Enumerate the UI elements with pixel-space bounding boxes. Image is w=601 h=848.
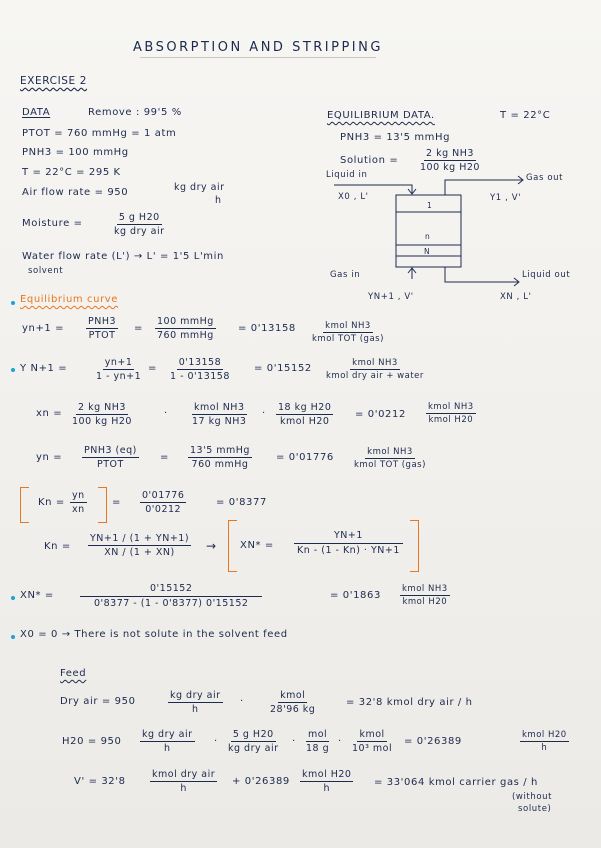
h2o-f1-den: h [163, 743, 171, 754]
h2o-f1-num: kg dry air [142, 729, 193, 740]
XN-val-lhs: XN* = [20, 590, 54, 601]
dot-operator: · [240, 696, 244, 707]
XN-val-unit-num: kmol NH3 [402, 584, 448, 594]
xn-f3-num: 18 kg H20 [278, 402, 332, 413]
Yn1-lhs: Y N+1 = [20, 363, 68, 374]
diagram-y1: Y1 , V' [490, 193, 522, 203]
equals: = [112, 497, 121, 508]
moisture-den: kg dry air [114, 226, 165, 237]
XN-val-den: 0'8377 - (1 - 0'8377) 0'15152 [93, 598, 249, 609]
v-f2-num: kmol H20 [302, 769, 352, 780]
yn1-f2-num: 100 mmHg [157, 316, 214, 327]
h2o-fraction-1 [140, 729, 195, 754]
yn-unit [352, 447, 428, 470]
h2o-result: = 0'26389 [404, 736, 462, 747]
h2o-f4-den: 10³ mol [352, 743, 393, 754]
xn-fraction-2 [190, 402, 248, 427]
dry-air-lhs: Dry air = 950 [60, 696, 136, 707]
h2o-unit [520, 730, 569, 753]
data-water-flow: Water flow rate (L') → L' = 1'5 L'min [22, 251, 224, 262]
Kn-fraction-2 [140, 490, 186, 515]
page-title: ABSORPTION AND STRIPPING [133, 40, 383, 55]
diagram-gas-out: Gas out [526, 173, 564, 183]
bullet [11, 301, 15, 305]
yn1-result: = 0'13158 [238, 323, 296, 334]
v-note-2: solute) [518, 804, 552, 814]
yn-f2-num: 13'5 mmHg [190, 445, 250, 456]
XN-fraction [294, 530, 403, 556]
yn1-unit-den: kmol TOT (gas) [312, 334, 384, 344]
v-f2-den: h [323, 783, 330, 794]
data-heading: DATA [22, 107, 51, 118]
data-temp: T = 22°C = 295 K [22, 167, 121, 178]
Yn1-f2-num: 0'13158 [178, 357, 222, 368]
yn1-f1-den: PTOT [88, 330, 116, 341]
yn1-f1-num: PNH3 [88, 316, 117, 327]
Yn1-fraction-1 [94, 357, 143, 382]
XN-den: Kn - (1 - Kn) · YN+1 [297, 545, 400, 556]
dry-f1-den: h [191, 704, 199, 715]
bullet [11, 635, 15, 639]
yn-unit-num: kmol NH3 [367, 447, 413, 457]
diagram-stage-n: n [425, 232, 431, 241]
dot-operator: · [338, 736, 342, 747]
solution-num: 2 kg NH3 [426, 148, 474, 159]
bullet [11, 368, 15, 372]
dry-f1-num: kg dry air [170, 690, 221, 701]
bullet [11, 596, 15, 600]
diagram-gas-in: Gas in [330, 270, 361, 280]
data-remove: Remove : 99'5 % [88, 107, 182, 118]
Yn1-unit-num: kmol NH3 [352, 358, 398, 368]
XN-val-result: = 0'1863 [330, 590, 381, 601]
diagram-liquid-out: Liquid out [522, 270, 571, 280]
data-moisture: Moisture = [22, 218, 83, 229]
h2o-unit-den: h [541, 743, 548, 753]
liquid-out-arrow [445, 267, 518, 282]
curve-heading-text: Equilibrium curve [20, 294, 119, 305]
xn-unit-num: kmol NH3 [428, 402, 474, 412]
Yn1-f1-num: yn+1 [104, 357, 133, 368]
equilibrium-pnh3: PNH3 = 13'5 mmHg [340, 132, 451, 143]
h2o-f4-num: kmol [359, 729, 385, 740]
v-plus: + 0'26389 [232, 776, 290, 787]
yn-fraction-1 [82, 445, 139, 470]
diagram-xn: XN , L' [500, 292, 532, 302]
Kn-result: = 0'8377 [216, 497, 267, 508]
xn-f2-num: kmol NH3 [193, 402, 245, 413]
dot-operator: · [214, 736, 218, 747]
Kn-f1-num: yn [72, 490, 85, 501]
h2o-f2-den: kg dry air [228, 743, 279, 754]
Kn-fraction-1 [70, 490, 87, 515]
yn-lhs: yn = [36, 452, 63, 463]
dot-operator: · [292, 736, 296, 747]
yn1-f2-den: 760 mmHg [157, 330, 214, 341]
yn1-lhs: yn+1 = [22, 323, 65, 334]
yn-fraction-2 [188, 445, 252, 470]
data-ptot: PTOT = 760 mmHg = 1 atm [22, 128, 177, 139]
equilibrium-heading-text: EQUILIBRIUM DATA. [327, 110, 435, 121]
data-solvent: solvent [28, 266, 64, 276]
feed-heading [60, 668, 86, 679]
h2o-unit-num: kmol H20 [522, 730, 567, 740]
xn-f2-den: 17 kg NH3 [192, 416, 247, 427]
xn-result: = 0'0212 [355, 409, 406, 420]
yn-f1-num: PNH3 (eq) [84, 445, 137, 456]
h2o-lhs: H20 = 950 [62, 736, 122, 747]
XN-val-num: 0'15152 [80, 583, 262, 597]
Kn-f2-den: 0'0212 [145, 504, 182, 515]
orange-bracket-left [228, 520, 237, 572]
Yn1-unit [324, 358, 426, 381]
v-fraction-1 [150, 769, 217, 794]
equals: = [134, 323, 143, 334]
xn-f1-num: 2 kg NH3 [78, 402, 126, 413]
equals: = [148, 363, 157, 374]
yn-f2-den: 760 mmHg [191, 459, 249, 470]
xn-unit-den: kmol H20 [428, 415, 474, 425]
Kn-f1-den: xn [72, 504, 85, 515]
equals: = [160, 452, 169, 463]
Yn1-result: = 0'15152 [254, 363, 312, 374]
h2o-f2-num: 5 g H20 [232, 729, 274, 740]
diagram-stage-1: 1 [427, 201, 433, 210]
v-note-1: (without [512, 792, 553, 802]
Kn2-num: YN+1 / (1 + YN+1) [90, 533, 190, 544]
moisture-num: 5 g H20 [118, 212, 160, 223]
yn-f1-den: PTOT [97, 459, 124, 470]
exercise-label: EXERCISE 2 [20, 75, 87, 87]
XN-val-unit [400, 584, 450, 607]
data-pnh3: PNH3 = 100 mmHg [22, 147, 129, 158]
v-result: = 33'064 kmol carrier gas / h [374, 777, 538, 788]
yn1-fraction-1 [86, 316, 118, 341]
XN-num: YN+1 [294, 530, 403, 544]
v-lhs: V' = 32'8 [74, 776, 126, 787]
dot-operator: · [164, 408, 168, 419]
Yn1-f1-den: 1 - yn+1 [96, 371, 142, 382]
Yn1-unit-den: kmol dry air + water [326, 371, 424, 381]
dot-operator: · [262, 408, 266, 419]
diagram-liquid-in: Liquid in [326, 170, 368, 180]
diagram-x0: X0 , L' [338, 192, 369, 202]
x0-statement: X0 = 0 → There is not solute in the solvent feed [20, 629, 288, 640]
xn-f3-den: kmol H20 [279, 416, 330, 427]
air-flow-unit-den: h [214, 195, 222, 206]
equilibrium-temp: T = 22°C [500, 110, 551, 121]
Kn-f2-num: 0'01776 [142, 490, 185, 501]
dry-air-fraction-1 [168, 690, 223, 715]
diagram-stage-N: N [424, 247, 431, 256]
h2o-f3-den: 18 g [306, 743, 330, 754]
curve-heading [20, 294, 118, 305]
xn-f1-den: 100 kg H20 [72, 416, 132, 427]
orange-bracket-right [410, 520, 419, 572]
h2o-fraction-2 [226, 729, 281, 754]
v-f1-den: h [180, 783, 187, 794]
data-air-flow: Air flow rate = 950 [22, 187, 129, 198]
solution-den: 100 kg H20 [420, 162, 480, 173]
diagram-yn1: YN+1 , V' [368, 292, 414, 302]
h2o-fraction-4 [350, 729, 394, 754]
orange-bracket-left [20, 487, 29, 523]
XN-lhs: XN* = [240, 540, 274, 551]
Yn1-fraction-2 [168, 357, 232, 382]
yn1-unit-num: kmol NH3 [325, 321, 371, 331]
dry-air-result: = 32'8 kmol dry air / h [346, 697, 473, 708]
Kn2-fraction [88, 533, 191, 558]
yn-unit-den: kmol TOT (gas) [354, 460, 426, 470]
xn-lhs: xn = [36, 408, 63, 419]
xn-fraction-3 [276, 402, 333, 427]
feed-heading-text: Feed [60, 668, 87, 679]
v-f1-num: kmol dry air [152, 769, 216, 780]
arrow: → [206, 539, 217, 553]
xn-unit [426, 402, 476, 425]
dry-air-fraction-2 [268, 690, 317, 715]
Kn2-lhs: Kn = [44, 541, 71, 552]
air-flow-unit-num: kg dry air [174, 182, 225, 193]
dry-f2-num: kmol [280, 690, 306, 701]
orange-bracket-right [98, 487, 107, 523]
yn1-fraction-2 [155, 316, 216, 341]
XN-val-unit-den: kmol H20 [402, 597, 448, 607]
Kn-lhs: Kn = [38, 497, 65, 508]
yn1-unit [310, 321, 386, 344]
Kn2-den: XN / (1 + XN) [104, 547, 175, 558]
xn-fraction-1 [70, 402, 134, 427]
h2o-fraction-3 [304, 729, 331, 754]
XN-val-fraction [80, 583, 262, 609]
h2o-f3-num: mol [307, 729, 328, 740]
yn-result: = 0'01776 [276, 452, 334, 463]
v-fraction-2 [300, 769, 353, 794]
dry-f2-den: 28'96 kg [270, 704, 316, 715]
Yn1-f2-den: 1 - 0'13158 [170, 371, 230, 382]
equilibrium-solution: Solution = [340, 155, 399, 166]
